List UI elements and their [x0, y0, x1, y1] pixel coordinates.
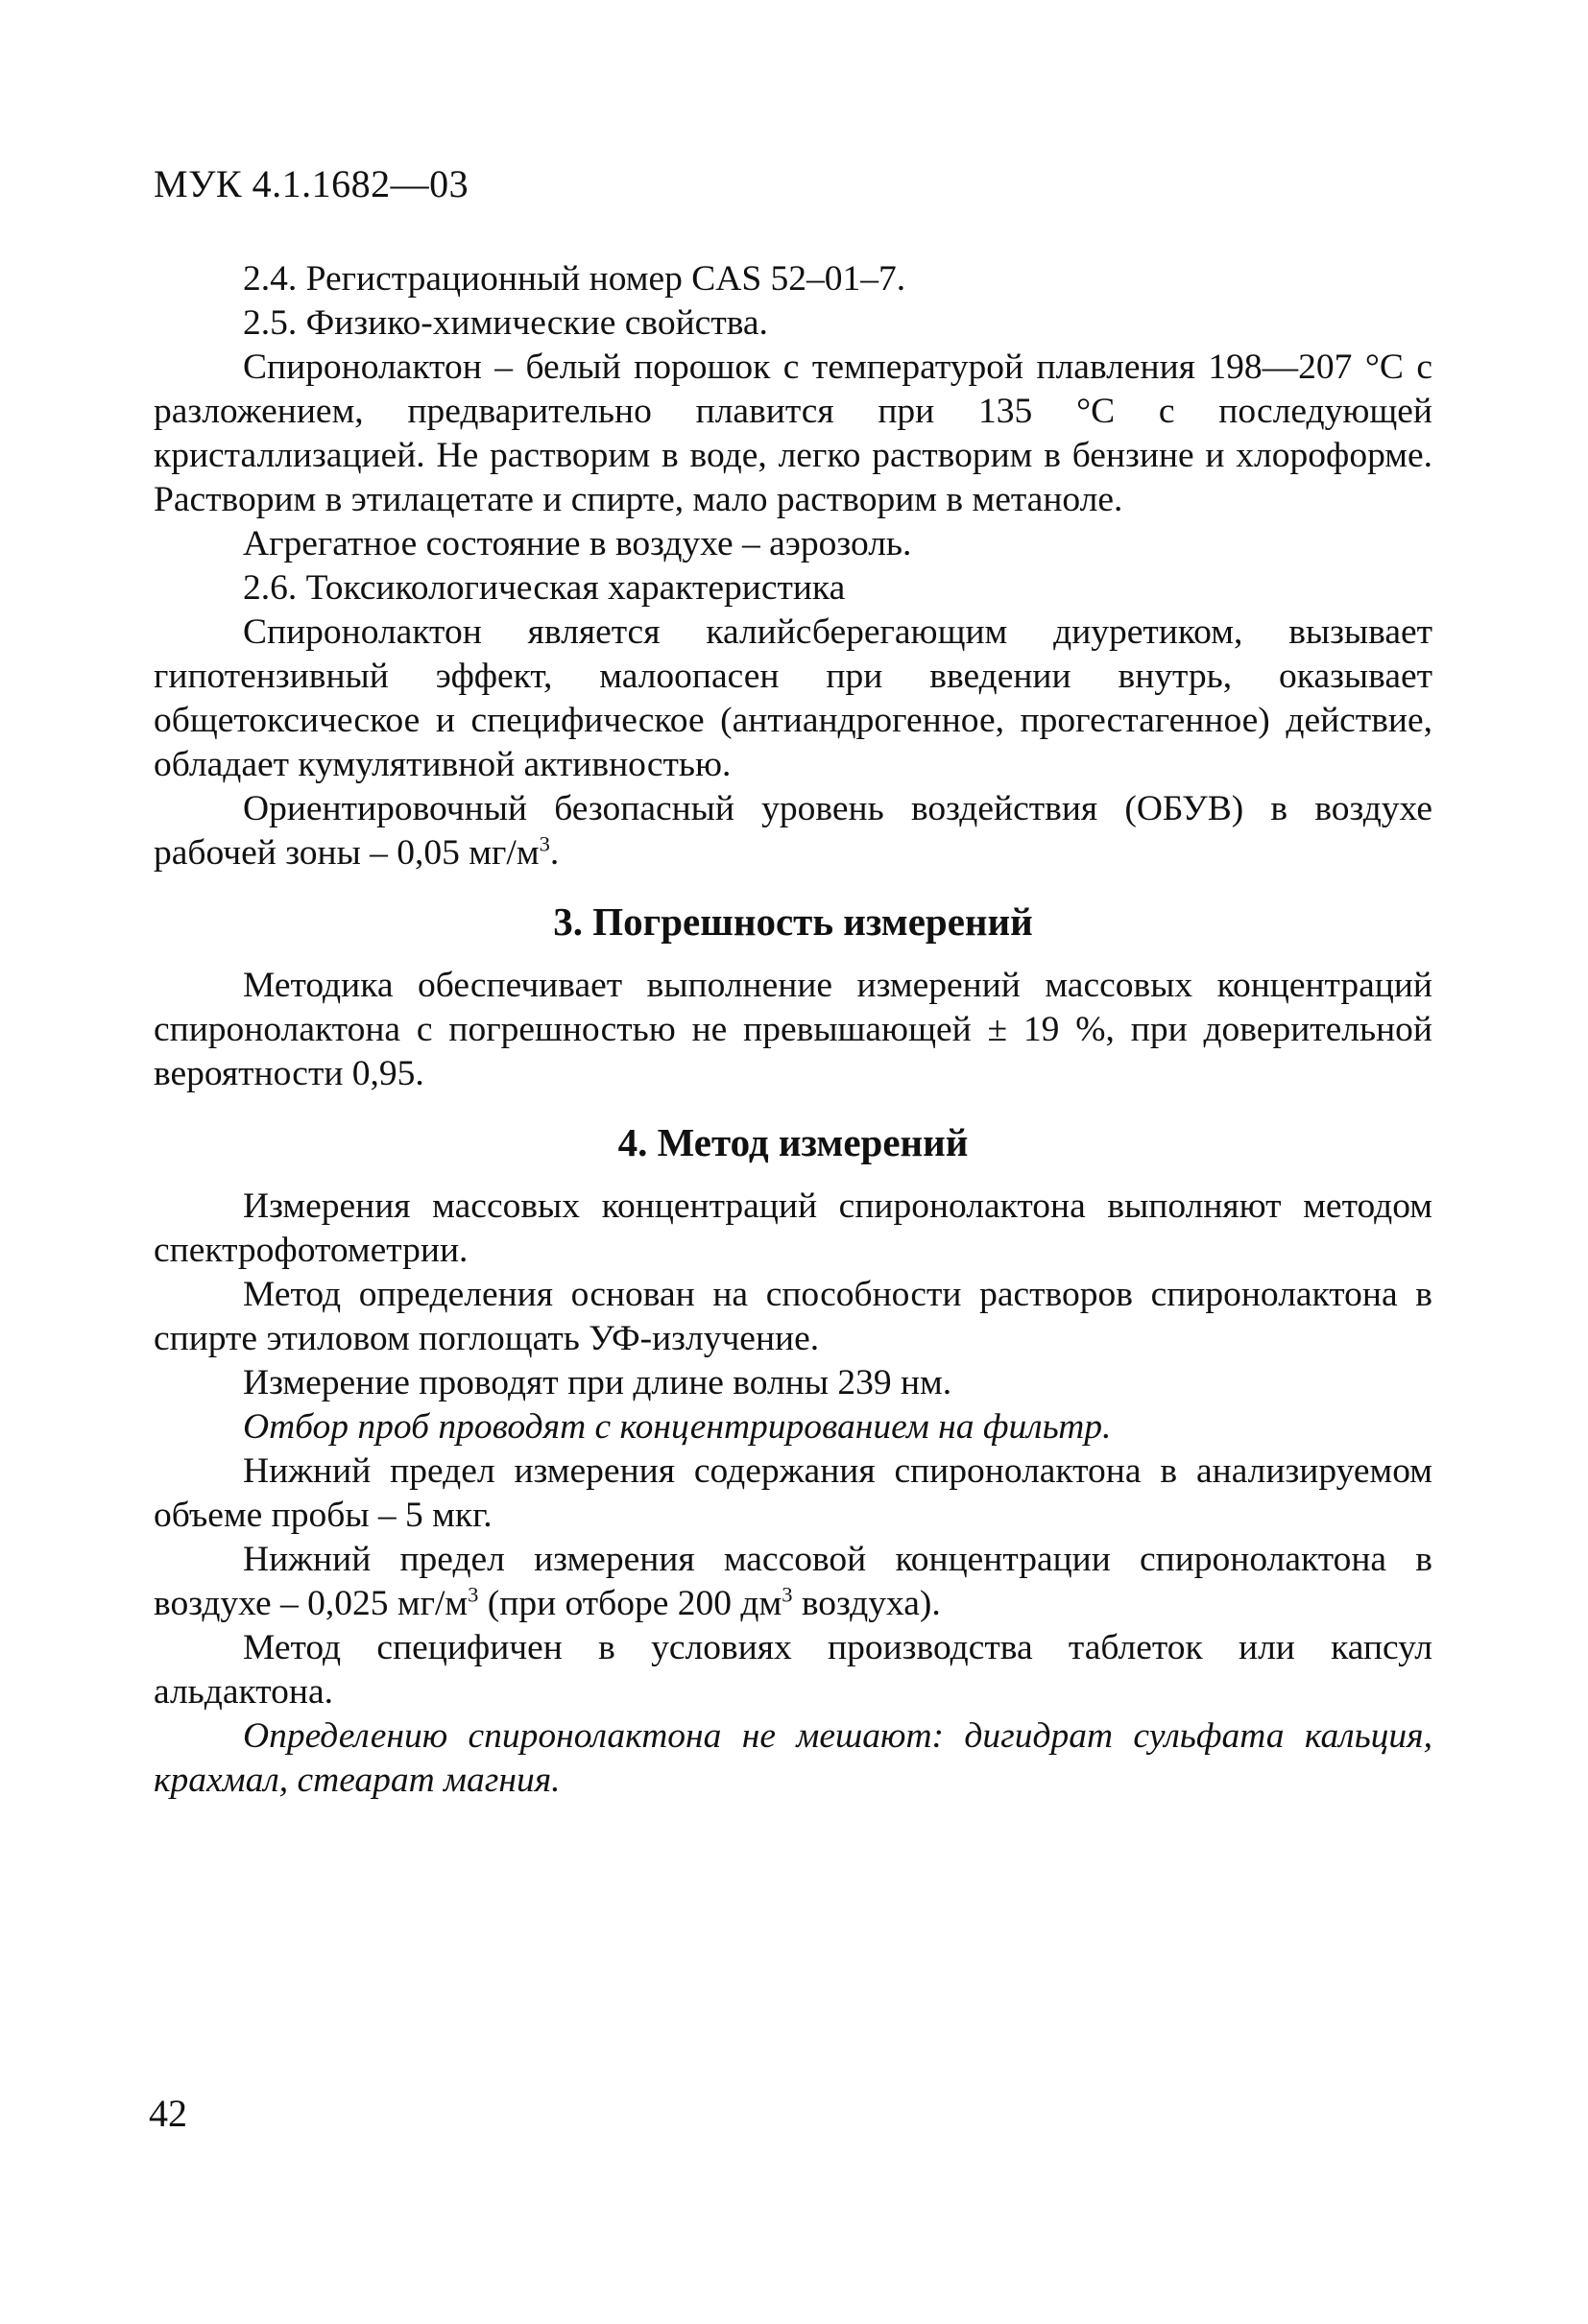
obuv-superscript: 3 — [539, 831, 550, 856]
method-section-heading: 4. Метод измерений — [617, 1120, 969, 1164]
method-paragraph-3: Измерение проводят при длине волны 239 нм. — [243, 1363, 952, 1402]
cas-number-paragraph: 2.4. Регистрационный номер CAS 52–01–7. — [243, 259, 906, 299]
error-section-heading: 3. Погрешность измерений — [553, 899, 1033, 944]
aggregate-state-paragraph: Агрегатное состояние в воздухе – аэрозоль. — [243, 524, 912, 563]
document-code-header: МУК 4.1.1682—03 — [154, 162, 469, 205]
method-p6-part-b: (при отборе 200 дм — [478, 1584, 782, 1623]
toxicology-text: Спиронолактон является калийсберегающим диуретиком, вызывает гипотензивный эффект, малоопасен при введении внутрь, оказывает общетоксическое и специфическое (антиандрогенное, прогестагенное) действие, обладает кумулятивной активностью. — [154, 612, 1432, 784]
method-p6-superscript-1: 3 — [468, 1582, 479, 1607]
method-p6-superscript-2: 3 — [782, 1582, 793, 1607]
physchem-properties-text: Спиронолактон – белый порошок с температурой плавления 198—207 °С с разложением, предварительно плавится при 135 °С с последующей кристаллизацией. Не растворим в воде, легко растворим в бензине и хлороформе. Растворим в этилацетате и спирте, мало растворим в метаноле. — [154, 347, 1432, 519]
method-paragraph-8: Определению спиронолактона не мешают: дигидрат сульфата кальция, крахмал, стеарат магния. — [154, 1716, 1432, 1800]
method-p6-part-a: Нижний предел измерения массовой концентрации спиронолактона в воздухе – 0,025 мг/м — [154, 1540, 1432, 1623]
method-paragraph-6 — [154, 1538, 1432, 1626]
toxicology-title: 2.6. Токсикологическая характеристика — [243, 568, 846, 608]
method-paragraph-1: Измерения массовых концентраций спиронолактона выполняют методом спектрофотометрии. — [154, 1186, 1432, 1270]
error-section-text: Методика обеспечивает выполнение измерений массовых концентраций спиронолактона с погрешностью не превышающей ± 19 %, при доверительной вероятности 0,95. — [154, 966, 1432, 1093]
obuv-end: . — [549, 833, 560, 873]
method-paragraph-2: Метод определения основан на способности растворов спиронолактона в спирте этиловом поглощать УФ-излучение. — [154, 1275, 1432, 1358]
physchem-properties-title: 2.5. Физико-химические свойства. — [243, 303, 768, 343]
obuv-text: Ориентировочный безопасный уровень воздействия (ОБУВ) в воздухе рабочей зоны – 0,05 мг/м — [154, 789, 1432, 873]
page-number: 42 — [149, 2092, 187, 2135]
obuv-paragraph — [154, 787, 1432, 875]
method-paragraph-5: Нижний предел измерения содержания спиронолактона в анализируемом объеме пробы – 5 мкг. — [154, 1451, 1432, 1535]
document-body — [154, 257, 1432, 1803]
method-paragraph-4: Отбор проб проводят с концентрированием на фильтр. — [243, 1407, 1112, 1447]
method-p6-part-c: воздуха). — [792, 1584, 941, 1623]
method-paragraph-7: Метод специфичен в условиях производства таблеток или капсул альдактона. — [154, 1628, 1432, 1712]
